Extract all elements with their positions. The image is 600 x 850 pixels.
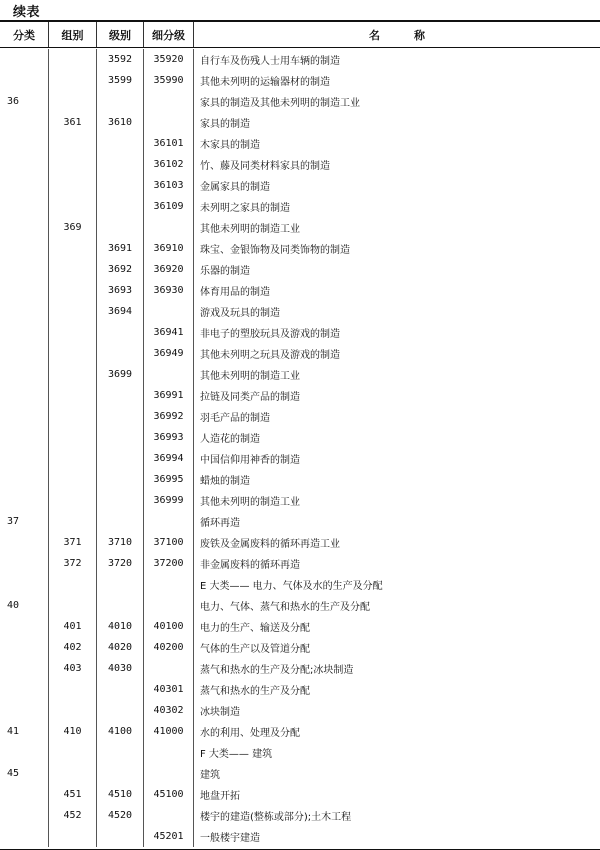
cell-section: [0, 406, 49, 427]
table-row: [0, 490, 600, 511]
table-body: [0, 48, 600, 847]
cell-name: 人造花的制造: [200, 434, 260, 445]
cell-group: [49, 49, 97, 70]
cell-level: 3694: [97, 301, 144, 322]
cell-subclass: 36991: [144, 385, 194, 406]
table-row: [0, 217, 600, 238]
cell-name: 未列明之家具的制造: [200, 203, 290, 214]
table-row: [0, 406, 600, 427]
cell-group: [49, 322, 97, 343]
cell-subclass: 36102: [144, 154, 194, 175]
cell-section: [0, 385, 49, 406]
cell-level: 4520: [97, 805, 144, 826]
cell-subclass: 36994: [144, 448, 194, 469]
cell-section: [0, 427, 49, 448]
cell-level: 4030: [97, 658, 144, 679]
cell-subclass: [144, 91, 194, 112]
header-group: 组别: [49, 22, 97, 47]
table-row: [0, 805, 600, 826]
table-row: [0, 364, 600, 385]
cell-group: [49, 154, 97, 175]
cell-level: 4010: [97, 616, 144, 637]
cell-name: 一般楼宇建造: [200, 833, 260, 844]
cell-name: 自行车及伤残人士用车辆的制造: [200, 56, 340, 67]
table-row: [0, 322, 600, 343]
cell-subclass: 35920: [144, 49, 194, 70]
table-row: [0, 763, 600, 784]
cell-section: [0, 553, 49, 574]
cell-subclass: 40302: [144, 700, 194, 721]
cell-group: 369: [49, 217, 97, 238]
cell-name: 楼宇的建造(整栋或部分);土木工程: [200, 812, 352, 823]
cell-group: [49, 343, 97, 364]
cell-section: 37: [0, 511, 49, 532]
cell-group: [49, 511, 97, 532]
cell-section: [0, 133, 49, 154]
cell-group: [49, 385, 97, 406]
cell-subclass: 40100: [144, 616, 194, 637]
cell-level: 4100: [97, 721, 144, 742]
cell-name: 蒸气和热水的生产及分配;冰块制造: [200, 665, 354, 676]
cell-level: [97, 343, 144, 364]
cell-subclass: 36992: [144, 406, 194, 427]
cell-section: [0, 280, 49, 301]
cell-section: [0, 70, 49, 91]
cell-level: [97, 700, 144, 721]
cell-section: [0, 217, 49, 238]
cell-group: [49, 280, 97, 301]
cell-group: [49, 448, 97, 469]
cell-level: [97, 427, 144, 448]
cell-name: 蜡烛的制造: [200, 476, 250, 487]
cell-name: F 大类—— 建筑: [200, 749, 273, 760]
table-row: [0, 616, 600, 637]
cell-name: E 大类—— 电力、气体及水的生产及分配: [200, 581, 383, 592]
table-row: [0, 49, 600, 70]
cell-level: 3592: [97, 49, 144, 70]
cell-group: [49, 259, 97, 280]
cell-level: [97, 385, 144, 406]
cell-subclass: 36101: [144, 133, 194, 154]
header-section: 分类: [0, 22, 49, 47]
cell-name: 金属家具的制造: [200, 182, 270, 193]
cell-level: 3710: [97, 532, 144, 553]
cell-group: [49, 427, 97, 448]
cell-subclass: [144, 658, 194, 679]
cell-name: 珠宝、金银饰物及同类饰物的制造: [200, 245, 350, 256]
cell-level: 3693: [97, 280, 144, 301]
table-row: [0, 826, 600, 847]
cell-level: 4510: [97, 784, 144, 805]
cell-subclass: [144, 742, 194, 763]
cell-subclass: 36949: [144, 343, 194, 364]
cell-level: [97, 91, 144, 112]
cell-name: 电力的生产、输送及分配: [200, 623, 310, 634]
cell-name: 乐器的制造: [200, 266, 250, 277]
cell-section: 45: [0, 763, 49, 784]
cell-name: 其他未列明的运输器材的制造: [200, 77, 330, 88]
table-row: [0, 175, 600, 196]
cell-group: 403: [49, 658, 97, 679]
cell-section: [0, 805, 49, 826]
cell-group: [49, 700, 97, 721]
cell-name: 非金属废料的循环再造: [200, 560, 300, 571]
table-row: [0, 511, 600, 532]
cell-level: [97, 133, 144, 154]
cell-name: 非电子的塑胶玩具及游戏的制造: [200, 329, 340, 340]
cell-name: 建筑: [200, 770, 220, 781]
cell-subclass: [144, 805, 194, 826]
page-label: 续表: [13, 5, 41, 20]
cell-subclass: 36103: [144, 175, 194, 196]
cell-group: [49, 763, 97, 784]
cell-level: [97, 679, 144, 700]
cell-level: [97, 763, 144, 784]
table-row: [0, 658, 600, 679]
cell-section: 40: [0, 595, 49, 616]
table-row: [0, 700, 600, 721]
cell-subclass: 36930: [144, 280, 194, 301]
cell-level: [97, 154, 144, 175]
table-row: [0, 112, 600, 133]
table-row: [0, 595, 600, 616]
cell-level: [97, 217, 144, 238]
table-row: [0, 133, 600, 154]
cell-section: [0, 343, 49, 364]
cell-level: [97, 196, 144, 217]
table-row: [0, 91, 600, 112]
cell-level: 4020: [97, 637, 144, 658]
header-level: 级别: [97, 22, 144, 47]
table-row: [0, 721, 600, 742]
table-row: [0, 343, 600, 364]
cell-name: 废铁及金属废料的循环再造工业: [200, 539, 340, 550]
cell-subclass: 36999: [144, 490, 194, 511]
cell-section: [0, 700, 49, 721]
table-row: [0, 784, 600, 805]
cell-section: [0, 238, 49, 259]
cell-section: [0, 574, 49, 595]
cell-group: [49, 175, 97, 196]
cell-group: [49, 742, 97, 763]
cell-section: [0, 196, 49, 217]
cell-level: 3599: [97, 70, 144, 91]
cell-subclass: 40301: [144, 679, 194, 700]
cell-group: [49, 70, 97, 91]
cell-group: [49, 826, 97, 847]
cell-level: [97, 322, 144, 343]
cell-name: 中国信仰用神香的制造: [200, 455, 300, 466]
cell-section: [0, 259, 49, 280]
table-row: [0, 448, 600, 469]
table-row: [0, 469, 600, 490]
cell-level: 3610: [97, 112, 144, 133]
cell-subclass: 36910: [144, 238, 194, 259]
table-row: [0, 385, 600, 406]
cell-subclass: 36109: [144, 196, 194, 217]
cell-level: [97, 595, 144, 616]
cell-group: [49, 406, 97, 427]
cell-name: 循环再造: [200, 518, 240, 529]
cell-group: 372: [49, 553, 97, 574]
table-row: [0, 196, 600, 217]
cell-subclass: 36941: [144, 322, 194, 343]
cell-section: [0, 112, 49, 133]
cell-subclass: 35990: [144, 70, 194, 91]
cell-subclass: 45201: [144, 826, 194, 847]
cell-level: [97, 742, 144, 763]
table-row: [0, 154, 600, 175]
cell-name: 其他未列明之玩具及游戏的制造: [200, 350, 340, 361]
cell-level: [97, 469, 144, 490]
cell-group: [49, 196, 97, 217]
cell-section: 41: [0, 721, 49, 742]
cell-group: [49, 133, 97, 154]
cell-subclass: [144, 574, 194, 595]
cell-name: 蒸气和热水的生产及分配: [200, 686, 310, 697]
cell-name: 家具的制造: [200, 119, 250, 130]
cell-name: 其他未列明的制造工业: [200, 497, 300, 508]
cell-section: [0, 742, 49, 763]
cell-section: [0, 448, 49, 469]
cell-section: [0, 784, 49, 805]
cell-group: 410: [49, 721, 97, 742]
cell-subclass: [144, 511, 194, 532]
cell-group: 371: [49, 532, 97, 553]
cell-subclass: 40200: [144, 637, 194, 658]
cell-group: 402: [49, 637, 97, 658]
cell-section: [0, 322, 49, 343]
cell-group: 361: [49, 112, 97, 133]
cell-name: 地盘开拓: [200, 791, 240, 802]
cell-level: 3691: [97, 238, 144, 259]
table-row: [0, 532, 600, 553]
cell-subclass: 36995: [144, 469, 194, 490]
table-row: [0, 574, 600, 595]
cell-section: [0, 364, 49, 385]
cell-section: [0, 616, 49, 637]
table-row: [0, 742, 600, 763]
table-row: [0, 637, 600, 658]
cell-name: 羽毛产品的制造: [200, 413, 270, 424]
cell-group: 451: [49, 784, 97, 805]
cell-subclass: [144, 763, 194, 784]
cell-level: 3699: [97, 364, 144, 385]
cell-name: 体育用品的制造: [200, 287, 270, 298]
table-row: [0, 238, 600, 259]
table-header: [0, 22, 600, 48]
cell-group: [49, 574, 97, 595]
cell-section: [0, 532, 49, 553]
cell-section: 36: [0, 91, 49, 112]
table-row: [0, 679, 600, 700]
cell-section: [0, 826, 49, 847]
cell-level: 3692: [97, 259, 144, 280]
cell-level: 3720: [97, 553, 144, 574]
cell-group: [49, 364, 97, 385]
cell-name: 水的利用、处理及分配: [200, 728, 300, 739]
cell-name: 电力、气体、蒸气和热水的生产及分配: [200, 602, 370, 613]
classification-table: [0, 20, 600, 850]
cell-level: [97, 175, 144, 196]
table-row: [0, 427, 600, 448]
cell-subclass: [144, 217, 194, 238]
cell-group: [49, 91, 97, 112]
cell-name: 家具的制造及其他未列明的制造工业: [200, 98, 360, 109]
cell-level: [97, 490, 144, 511]
cell-subclass: 45100: [144, 784, 194, 805]
cell-subclass: [144, 595, 194, 616]
cell-group: 452: [49, 805, 97, 826]
cell-group: [49, 490, 97, 511]
cell-subclass: 41000: [144, 721, 194, 742]
cell-subclass: 36920: [144, 259, 194, 280]
cell-name: 其他未列明的制造工业: [200, 371, 300, 382]
cell-section: [0, 49, 49, 70]
table-row: [0, 301, 600, 322]
cell-section: [0, 154, 49, 175]
cell-name: 冰块制造: [200, 707, 240, 718]
cell-level: [97, 511, 144, 532]
cell-group: [49, 595, 97, 616]
cell-name: 木家具的制造: [200, 140, 260, 151]
cell-level: [97, 406, 144, 427]
cell-group: [49, 469, 97, 490]
cell-group: [49, 301, 97, 322]
cell-name: 其他未列明的制造工业: [200, 224, 300, 235]
header-subclass: 细分级: [144, 22, 194, 47]
cell-subclass: [144, 112, 194, 133]
cell-section: [0, 469, 49, 490]
cell-name: 竹、藤及同类材料家具的制造: [200, 161, 330, 172]
cell-level: [97, 826, 144, 847]
cell-name: 拉链及同类产品的制造: [200, 392, 300, 403]
cell-level: [97, 448, 144, 469]
cell-section: [0, 658, 49, 679]
table-row: [0, 259, 600, 280]
cell-level: [97, 574, 144, 595]
cell-subclass: [144, 301, 194, 322]
cell-name: 游戏及玩具的制造: [200, 308, 280, 319]
cell-group: [49, 679, 97, 700]
cell-subclass: 36993: [144, 427, 194, 448]
cell-subclass: 37200: [144, 553, 194, 574]
table-row: [0, 280, 600, 301]
cell-name: 气体的生产以及管道分配: [200, 644, 310, 655]
cell-group: 401: [49, 616, 97, 637]
cell-section: [0, 301, 49, 322]
cell-section: [0, 637, 49, 658]
cell-subclass: 37100: [144, 532, 194, 553]
cell-section: [0, 679, 49, 700]
table-row: [0, 70, 600, 91]
cell-section: [0, 490, 49, 511]
table-row: [0, 553, 600, 574]
cell-subclass: [144, 364, 194, 385]
header-name: 名称: [369, 28, 459, 42]
cell-section: [0, 175, 49, 196]
cell-group: [49, 238, 97, 259]
